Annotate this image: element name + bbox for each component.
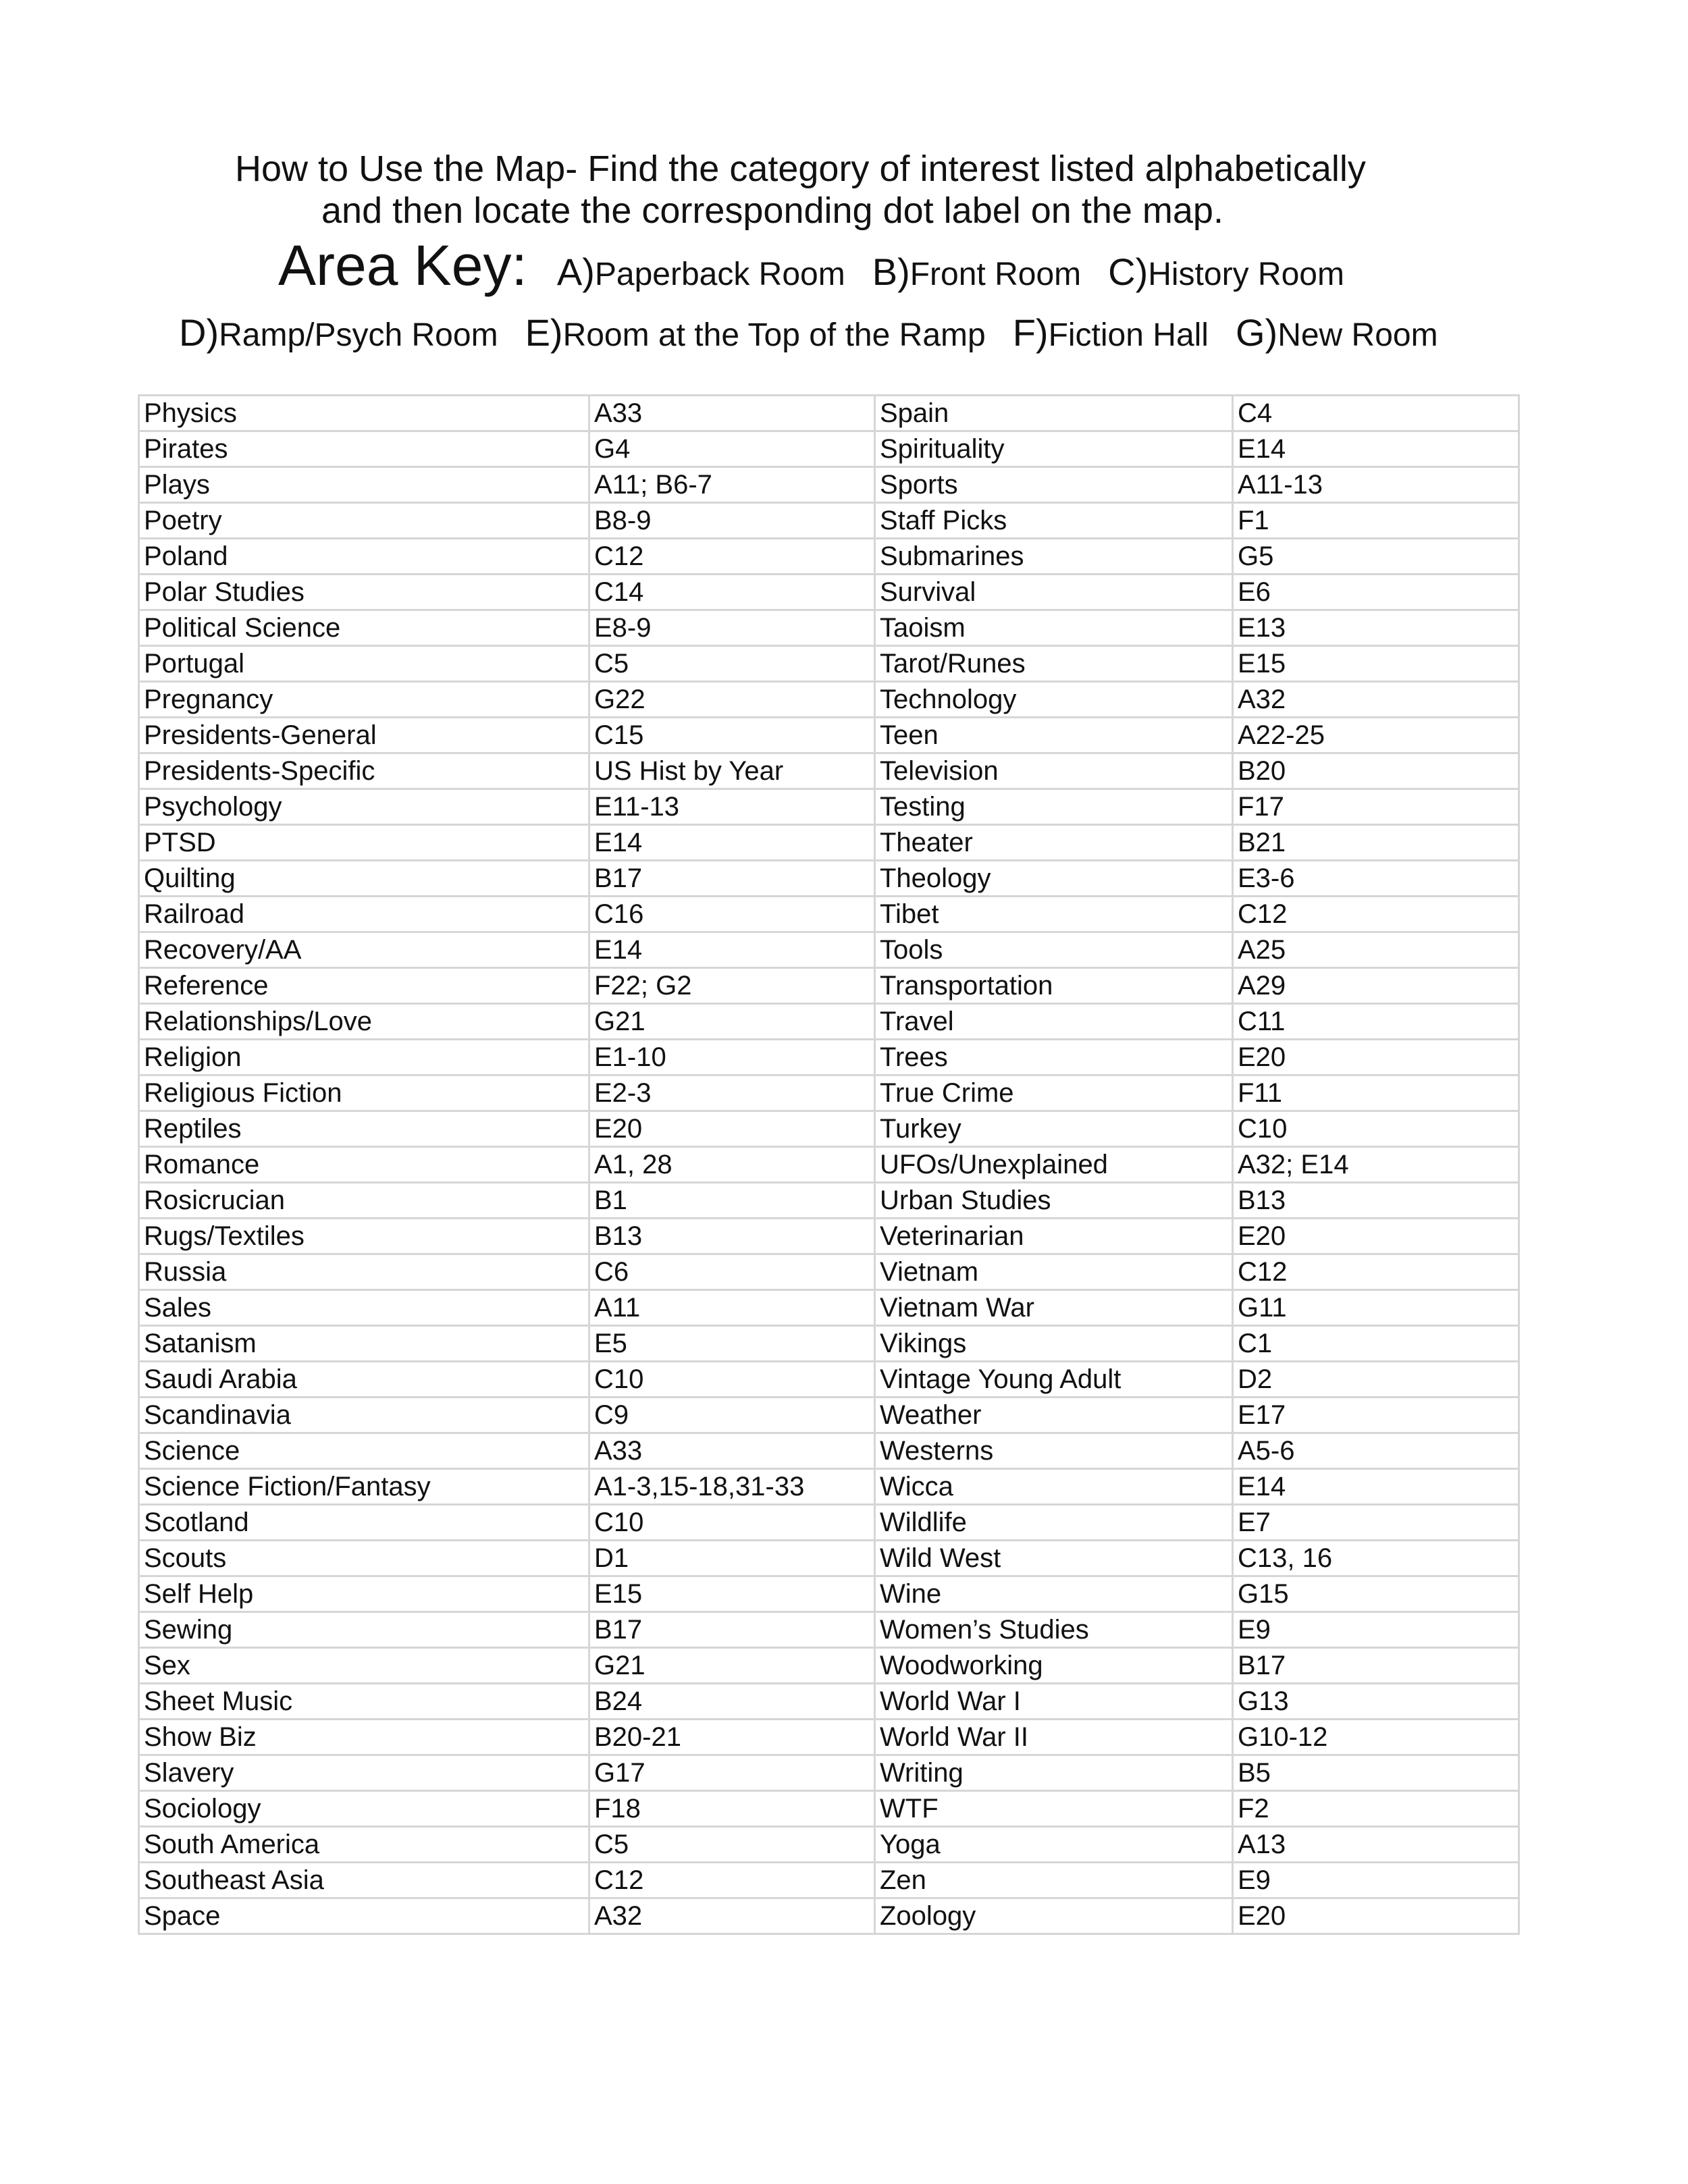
category-cell: Religious Fiction <box>139 1075 589 1111</box>
category-cell: Sports <box>875 467 1233 503</box>
area-key-item-c <box>1108 250 1344 294</box>
table-row <box>139 1863 1519 1898</box>
location-cell: A1, 28 <box>589 1147 875 1183</box>
location-cell: F11 <box>1233 1075 1519 1111</box>
location-cell: A22-25 <box>1233 718 1519 753</box>
category-cell: Reference <box>139 968 589 1004</box>
area-key-item-f <box>1013 311 1209 354</box>
category-cell: World War II <box>875 1720 1233 1755</box>
location-cell: C15 <box>589 718 875 753</box>
category-cell: Poetry <box>139 503 589 539</box>
category-cell: Survival <box>875 575 1233 610</box>
location-cell: C12 <box>1233 897 1519 932</box>
area-key-item-a <box>557 250 845 294</box>
category-cell: Vikings <box>875 1326 1233 1362</box>
category-cell: Woodworking <box>875 1648 1233 1684</box>
area-key-letter: A) <box>556 250 595 293</box>
location-cell: F17 <box>1233 789 1519 825</box>
table-row <box>139 1612 1519 1648</box>
category-cell: Women’s Studies <box>875 1612 1233 1648</box>
category-cell: Political Science <box>139 610 589 646</box>
category-cell: Urban Studies <box>875 1183 1233 1219</box>
location-cell: B5 <box>1233 1755 1519 1791</box>
table-row <box>139 1040 1519 1075</box>
category-cell: Westerns <box>875 1433 1233 1469</box>
location-cell: E14 <box>1233 431 1519 467</box>
table-row <box>139 646 1519 682</box>
category-cell: Zen <box>875 1863 1233 1898</box>
location-cell: A11 <box>589 1290 875 1326</box>
category-cell: Testing <box>875 789 1233 825</box>
category-cell: Science Fiction/Fantasy <box>139 1469 589 1505</box>
table-row <box>139 539 1519 575</box>
category-cell: Rosicrucian <box>139 1183 589 1219</box>
instructions-line-2: and then locate the corresponding dot label on the map. <box>321 190 1223 231</box>
location-cell: E9 <box>1233 1863 1519 1898</box>
location-cell: C11 <box>1233 1004 1519 1040</box>
category-cell: Spain <box>875 396 1233 431</box>
category-cell: Travel <box>875 1004 1233 1040</box>
location-cell: E14 <box>1233 1469 1519 1505</box>
table-row <box>139 1075 1519 1111</box>
category-cell: Presidents-General <box>139 718 589 753</box>
category-cell: True Crime <box>875 1075 1233 1111</box>
category-cell: Theater <box>875 825 1233 861</box>
table-row <box>139 1648 1519 1684</box>
table-row <box>139 610 1519 646</box>
category-cell: Teen <box>875 718 1233 753</box>
area-key-item-b <box>872 250 1081 294</box>
location-cell: E14 <box>589 932 875 968</box>
category-cell: World War I <box>875 1684 1233 1720</box>
location-cell: A32; E14 <box>1233 1147 1519 1183</box>
category-cell: Vietnam <box>875 1254 1233 1290</box>
location-cell: E15 <box>1233 646 1519 682</box>
category-cell: Pregnancy <box>139 682 589 718</box>
location-cell: C12 <box>589 539 875 575</box>
category-index-table <box>138 394 1520 1935</box>
category-cell: Wildlife <box>875 1505 1233 1541</box>
category-cell: Sex <box>139 1648 589 1684</box>
category-cell: Yoga <box>875 1827 1233 1863</box>
category-cell: South America <box>139 1827 589 1863</box>
location-cell: C4 <box>1233 396 1519 431</box>
location-cell: A1-3,15-18,31-33 <box>589 1469 875 1505</box>
category-cell: Weather <box>875 1397 1233 1433</box>
location-cell: E15 <box>589 1576 875 1612</box>
location-cell: F22; G2 <box>589 968 875 1004</box>
table-row <box>139 968 1519 1004</box>
area-key-letter: G) <box>1235 311 1278 354</box>
location-cell: E7 <box>1233 1505 1519 1541</box>
location-cell: G13 <box>1233 1684 1519 1720</box>
location-cell: C12 <box>589 1863 875 1898</box>
table-row <box>139 1505 1519 1541</box>
category-cell: Taoism <box>875 610 1233 646</box>
table-row <box>139 682 1519 718</box>
location-cell: G10-12 <box>1233 1720 1519 1755</box>
location-cell: A29 <box>1233 968 1519 1004</box>
location-cell: E17 <box>1233 1397 1519 1433</box>
table-row <box>139 861 1519 897</box>
category-cell: Quilting <box>139 861 589 897</box>
location-cell: B8-9 <box>589 503 875 539</box>
location-cell: G17 <box>589 1755 875 1791</box>
table-row <box>139 1684 1519 1720</box>
location-cell: G11 <box>1233 1290 1519 1326</box>
location-cell: C9 <box>589 1397 875 1433</box>
table-row <box>139 1827 1519 1863</box>
table-row <box>139 1183 1519 1219</box>
category-cell: Railroad <box>139 897 589 932</box>
location-cell: D1 <box>589 1541 875 1576</box>
area-key-name: Fiction Hall <box>1048 317 1209 353</box>
category-cell: Science <box>139 1433 589 1469</box>
location-cell: E11-13 <box>589 789 875 825</box>
location-cell: C1 <box>1233 1326 1519 1362</box>
category-cell: Staff Picks <box>875 503 1233 539</box>
area-key-item-g <box>1236 311 1438 354</box>
location-cell: E3-6 <box>1233 861 1519 897</box>
category-cell: Wild West <box>875 1541 1233 1576</box>
location-cell: B17 <box>589 861 875 897</box>
location-cell: A11-13 <box>1233 467 1519 503</box>
location-cell: A11; B6-7 <box>589 467 875 503</box>
location-cell: F1 <box>1233 503 1519 539</box>
table-row <box>139 1004 1519 1040</box>
category-cell: Television <box>875 753 1233 789</box>
category-cell: Scouts <box>139 1541 589 1576</box>
table-row <box>139 1254 1519 1290</box>
location-cell: C5 <box>589 646 875 682</box>
location-cell: C14 <box>589 575 875 610</box>
category-cell: Saudi Arabia <box>139 1362 589 1397</box>
area-key-letter: E) <box>525 311 563 354</box>
area-key-name: Room at the Top of the Ramp <box>562 317 986 353</box>
location-cell: US Hist by Year <box>589 753 875 789</box>
location-cell: B17 <box>1233 1648 1519 1684</box>
category-cell: Psychology <box>139 789 589 825</box>
category-cell: Technology <box>875 682 1233 718</box>
location-cell: C6 <box>589 1254 875 1290</box>
category-cell: Vietnam War <box>875 1290 1233 1326</box>
category-cell: WTF <box>875 1791 1233 1827</box>
category-cell: Sewing <box>139 1612 589 1648</box>
table-row <box>139 1397 1519 1433</box>
table-row <box>139 1219 1519 1254</box>
area-key-title: Area Key: <box>278 234 527 297</box>
category-cell: Self Help <box>139 1576 589 1612</box>
table-row <box>139 718 1519 753</box>
location-cell: E5 <box>589 1326 875 1362</box>
location-cell: G4 <box>589 431 875 467</box>
table-row <box>139 932 1519 968</box>
location-cell: G21 <box>589 1648 875 1684</box>
table-row <box>139 503 1519 539</box>
location-cell: F18 <box>589 1791 875 1827</box>
area-key-name: History Room <box>1148 257 1344 292</box>
table-row <box>139 1326 1519 1362</box>
category-cell: Sales <box>139 1290 589 1326</box>
category-cell: Space <box>139 1898 589 1934</box>
location-cell: F2 <box>1233 1791 1519 1827</box>
location-cell: B17 <box>589 1612 875 1648</box>
area-key-name: Paperback Room <box>594 257 845 292</box>
category-cell: Tarot/Runes <box>875 646 1233 682</box>
area-key-name: Front Room <box>909 257 1082 292</box>
location-cell: C5 <box>589 1827 875 1863</box>
location-cell: E8-9 <box>589 610 875 646</box>
category-cell: Portugal <box>139 646 589 682</box>
location-cell: G5 <box>1233 539 1519 575</box>
table-row <box>139 1541 1519 1576</box>
table-row <box>139 1755 1519 1791</box>
location-cell: A13 <box>1233 1827 1519 1863</box>
table-row <box>139 1576 1519 1612</box>
area-key-letter: B) <box>872 250 910 293</box>
location-cell: B21 <box>1233 825 1519 861</box>
category-cell: Satanism <box>139 1326 589 1362</box>
area-key-line-1 <box>278 233 1371 298</box>
location-cell: E20 <box>1233 1898 1519 1934</box>
category-cell: Physics <box>139 396 589 431</box>
category-cell: Vintage Young Adult <box>875 1362 1233 1397</box>
location-cell: B24 <box>589 1684 875 1720</box>
area-key-line-2 <box>179 311 1465 354</box>
category-cell: Transportation <box>875 968 1233 1004</box>
location-cell: E6 <box>1233 575 1519 610</box>
category-cell: Trees <box>875 1040 1233 1075</box>
table-row <box>139 789 1519 825</box>
category-cell: Religion <box>139 1040 589 1075</box>
category-cell: Show Biz <box>139 1720 589 1755</box>
category-cell: Plays <box>139 467 589 503</box>
location-cell: C13, 16 <box>1233 1541 1519 1576</box>
table-row <box>139 1290 1519 1326</box>
area-key-item-d <box>179 311 498 354</box>
location-cell: B13 <box>1233 1183 1519 1219</box>
table-row <box>139 897 1519 932</box>
category-index-body <box>139 396 1519 1934</box>
category-cell: Scotland <box>139 1505 589 1541</box>
category-cell: Sociology <box>139 1791 589 1827</box>
location-cell: C12 <box>1233 1254 1519 1290</box>
table-row <box>139 1362 1519 1397</box>
location-cell: G21 <box>589 1004 875 1040</box>
category-cell: UFOs/Unexplained <box>875 1147 1233 1183</box>
category-cell: Relationships/Love <box>139 1004 589 1040</box>
category-cell: Reptiles <box>139 1111 589 1147</box>
location-cell: E20 <box>589 1111 875 1147</box>
category-cell: Tools <box>875 932 1233 968</box>
category-cell: Turkey <box>875 1111 1233 1147</box>
category-cell: Writing <box>875 1755 1233 1791</box>
table-row <box>139 825 1519 861</box>
location-cell: A33 <box>589 396 875 431</box>
category-cell: Tibet <box>875 897 1233 932</box>
location-cell: E2-3 <box>589 1075 875 1111</box>
location-cell: B20-21 <box>589 1720 875 1755</box>
category-cell: Pirates <box>139 431 589 467</box>
area-key-letter: C) <box>1108 250 1149 293</box>
table-row <box>139 431 1519 467</box>
location-cell: E13 <box>1233 610 1519 646</box>
category-cell: Veterinarian <box>875 1219 1233 1254</box>
location-cell: C10 <box>589 1362 875 1397</box>
category-cell: Wine <box>875 1576 1233 1612</box>
location-cell: E20 <box>1233 1040 1519 1075</box>
category-cell: Zoology <box>875 1898 1233 1934</box>
location-cell: E1-10 <box>589 1040 875 1075</box>
table-row <box>139 575 1519 610</box>
category-cell: Presidents-Specific <box>139 753 589 789</box>
table-row <box>139 1791 1519 1827</box>
area-key-item-e <box>525 311 986 354</box>
location-cell: B13 <box>589 1219 875 1254</box>
area-key-letter: D) <box>179 311 219 354</box>
category-cell: Submarines <box>875 539 1233 575</box>
table-row <box>139 1898 1519 1934</box>
location-cell: G15 <box>1233 1576 1519 1612</box>
table-row <box>139 1433 1519 1469</box>
location-cell: E20 <box>1233 1219 1519 1254</box>
category-cell: Sheet Music <box>139 1684 589 1720</box>
table-row <box>139 1147 1519 1183</box>
location-cell: B1 <box>589 1183 875 1219</box>
table-row <box>139 1720 1519 1755</box>
category-cell: PTSD <box>139 825 589 861</box>
location-cell: G22 <box>589 682 875 718</box>
category-cell: Slavery <box>139 1755 589 1791</box>
area-key-name: Ramp/Psych Room <box>219 317 498 353</box>
category-cell: Poland <box>139 539 589 575</box>
location-cell: A32 <box>1233 682 1519 718</box>
table-row <box>139 753 1519 789</box>
instructions-line-1: How to Use the Map- Find the category of interest listed alphabetically <box>235 149 1366 189</box>
table-row <box>139 467 1519 503</box>
location-cell: A33 <box>589 1433 875 1469</box>
location-cell: C16 <box>589 897 875 932</box>
category-cell: Polar Studies <box>139 575 589 610</box>
location-cell: E9 <box>1233 1612 1519 1648</box>
location-cell: C10 <box>589 1505 875 1541</box>
category-cell: Scandinavia <box>139 1397 589 1433</box>
category-cell: Wicca <box>875 1469 1233 1505</box>
area-key-name: New Room <box>1277 317 1438 353</box>
table-row <box>139 396 1519 431</box>
table-row <box>139 1111 1519 1147</box>
location-cell: E14 <box>589 825 875 861</box>
category-cell: Recovery/AA <box>139 932 589 968</box>
category-cell: Spirituality <box>875 431 1233 467</box>
location-cell: A5-6 <box>1233 1433 1519 1469</box>
area-key-letter: F) <box>1012 311 1049 354</box>
location-cell: C10 <box>1233 1111 1519 1147</box>
location-cell: D2 <box>1233 1362 1519 1397</box>
location-cell: A25 <box>1233 932 1519 968</box>
category-cell: Russia <box>139 1254 589 1290</box>
category-cell: Romance <box>139 1147 589 1183</box>
category-cell: Rugs/Textiles <box>139 1219 589 1254</box>
category-cell: Southeast Asia <box>139 1863 589 1898</box>
location-cell: B20 <box>1233 753 1519 789</box>
table-row <box>139 1469 1519 1505</box>
location-cell: A32 <box>589 1898 875 1934</box>
category-cell: Theology <box>875 861 1233 897</box>
